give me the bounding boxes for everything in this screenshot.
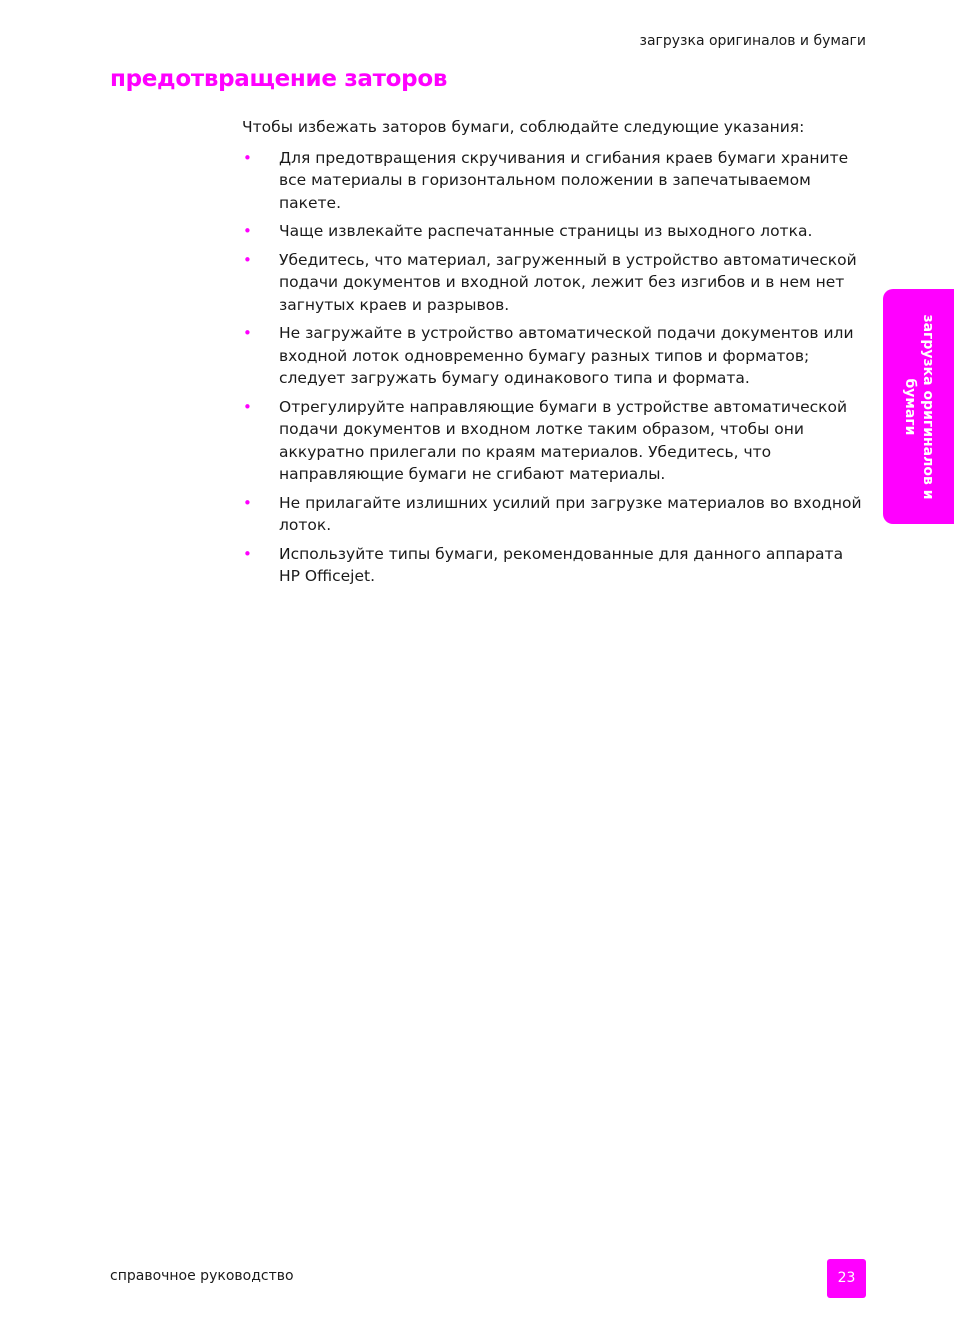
list-item-text: Отрегулируйте направляющие бумаги в устройстве автоматической подачи документов и входном лотке таким образом, чтобы они аккуратно прилегали по краям материалов. Убедитесь, что направляющие бумаги не сгибают материалы. <box>279 397 848 483</box>
page-number-badge: 23 <box>827 1259 866 1298</box>
intro-paragraph: Чтобы избежать заторов бумаги, соблюдайте следующие указания: <box>242 118 805 136</box>
list-item-text: Для предотвращения скручивания и сгибания краев бумаги храните все материалы в горизонтальном положении в запечатываемом пакете. <box>279 148 849 212</box>
list-item <box>242 543 868 588</box>
list-item <box>242 220 868 243</box>
chapter-side-tab <box>883 289 954 524</box>
footer-title: справочное руководство <box>110 1268 294 1284</box>
list-item <box>242 492 868 537</box>
list-item <box>242 322 868 390</box>
bullet-icon: • <box>243 493 252 512</box>
bullet-icon: • <box>243 250 252 269</box>
list-item-text: Не загружайте в устройство автоматической подачи документов или входной лоток одновременно бумагу разных типов и форматов; следует загружать бумагу одинакового типа и формата. <box>279 324 854 387</box>
list-item <box>242 249 868 317</box>
list-item-text: Чаще извлекайте распечатанные страницы из выходного лотка. <box>279 222 813 240</box>
list-item-text: Убедитесь, что материал, загруженный в устройство автоматической подачи документов и входной лоток, лежит без изгибов и в нем нет загнутых краев и разрывов. <box>279 250 857 314</box>
chapter-side-tab-label <box>901 294 937 519</box>
list-item-text: Не прилагайте излишних усилий при загрузке материалов во входной лоток. <box>279 493 862 534</box>
running-header: загрузка оригиналов и бумаги <box>639 33 866 49</box>
main-content <box>242 116 868 594</box>
bullet-icon: • <box>243 222 252 240</box>
bullet-icon: • <box>243 544 252 563</box>
bullet-icon: • <box>243 324 252 342</box>
list-item <box>242 396 868 486</box>
bullet-icon: • <box>243 148 252 167</box>
list-item-text: Используйте типы бумаги, рекомендованные для данного аппарата HP Officejet. <box>279 544 844 585</box>
side-tab-line-2: бумаги <box>901 378 918 435</box>
guidelines-list <box>242 147 868 588</box>
side-tab-line-1: загрузка оригиналов и <box>919 313 936 500</box>
section-title: предотвращение заторов <box>110 66 448 92</box>
list-item <box>242 147 868 215</box>
bullet-icon: • <box>243 397 252 416</box>
